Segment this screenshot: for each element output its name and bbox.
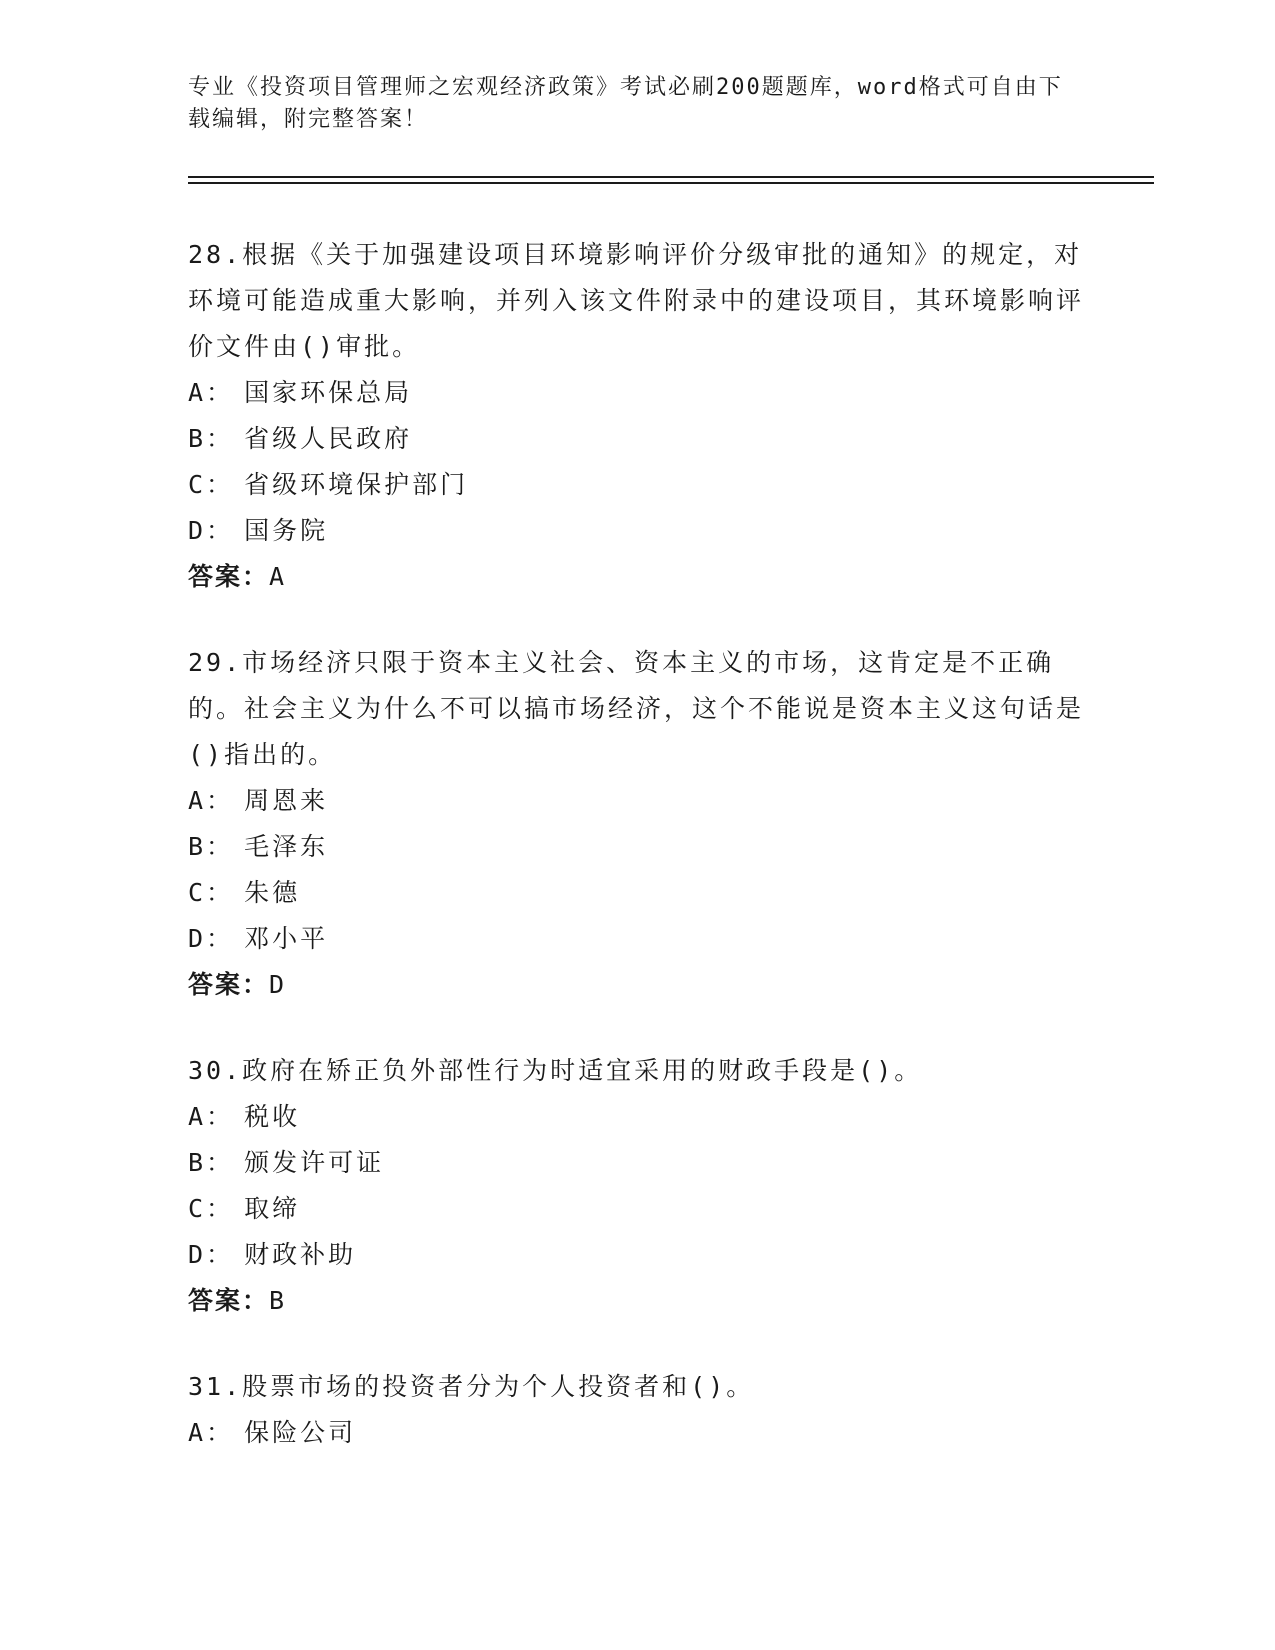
answer-value: A	[269, 562, 287, 591]
option-letter: C：	[188, 470, 235, 499]
option-letter: A：	[188, 1102, 235, 1131]
answer-line	[188, 962, 1088, 1008]
option-letter: A：	[188, 786, 235, 815]
option-text: 颁发许可证	[244, 1148, 385, 1177]
answer-label: 答案：	[188, 1286, 270, 1315]
header-rule-top	[188, 176, 1154, 178]
question-stem: 30.政府在矫正负外部性行为时适宜采用的财政手段是()。	[188, 1056, 923, 1085]
option-text: 财政补助	[244, 1240, 357, 1269]
answer-label: 答案：	[188, 970, 270, 999]
option-letter: A：	[188, 378, 235, 407]
option-text: 毛泽东	[244, 832, 329, 861]
option-letter: D：	[188, 516, 235, 545]
question-28	[188, 232, 1088, 600]
answer-line	[188, 1278, 1088, 1324]
document-header: 专业《投资项目管理师之宏观经济政策》考试必刷200题题库，word格式可自由下载编辑，附完整答案！	[188, 75, 1063, 132]
option-text: 朱德	[244, 878, 301, 907]
option-text: 国家环保总局	[244, 378, 413, 407]
option-letter: B：	[188, 424, 235, 453]
question-31	[188, 1364, 1088, 1456]
option-text: 邓小平	[244, 924, 329, 953]
option-text: 省级人民政府	[244, 424, 413, 453]
question-stem: 28.根据《关于加强建设项目环境影响评价分级审批的通知》的规定，对环境可能造成重大影响，并列入该文件附录中的建设项目，其环境影响评价文件由()审批。	[188, 240, 1085, 361]
option-a	[188, 1410, 1088, 1456]
option-a	[188, 370, 1088, 416]
option-list	[188, 370, 1088, 554]
option-letter: D：	[188, 924, 235, 953]
option-letter: C：	[188, 1194, 235, 1223]
option-c	[188, 462, 1088, 508]
option-letter: D：	[188, 1240, 235, 1269]
option-d	[188, 508, 1088, 554]
option-letter: B：	[188, 1148, 235, 1177]
option-text: 省级环境保护部门	[244, 470, 469, 499]
option-c	[188, 1186, 1088, 1232]
option-text: 税收	[244, 1102, 301, 1131]
option-d	[188, 1232, 1088, 1278]
question-30	[188, 1048, 1088, 1324]
option-b	[188, 1140, 1088, 1186]
option-list	[188, 778, 1088, 962]
option-text: 取缔	[244, 1194, 301, 1223]
option-text: 保险公司	[244, 1418, 357, 1447]
option-text: 周恩来	[244, 786, 329, 815]
answer-line	[188, 554, 1088, 600]
option-a	[188, 1094, 1088, 1140]
option-a	[188, 778, 1088, 824]
option-letter: C：	[188, 878, 235, 907]
option-b	[188, 416, 1088, 462]
header-rule-bottom	[188, 182, 1154, 184]
question-stem: 29.市场经济只限于资本主义社会、资本主义的市场，这肯定是不正确的。社会主义为什么不可以搞市场经济，这个不能说是资本主义这句话是()指出的。	[188, 648, 1085, 769]
option-b	[188, 824, 1088, 870]
question-list	[188, 232, 1088, 1496]
answer-value: B	[269, 1286, 287, 1315]
answer-label: 答案：	[188, 562, 270, 591]
option-d	[188, 916, 1088, 962]
question-29	[188, 640, 1088, 1008]
option-list	[188, 1094, 1088, 1278]
option-letter: A：	[188, 1418, 235, 1447]
option-list	[188, 1410, 1088, 1456]
option-c	[188, 870, 1088, 916]
option-letter: B：	[188, 832, 235, 861]
answer-value: D	[269, 970, 287, 999]
question-stem: 31.股票市场的投资者分为个人投资者和()。	[188, 1372, 755, 1401]
option-text: 国务院	[244, 516, 329, 545]
